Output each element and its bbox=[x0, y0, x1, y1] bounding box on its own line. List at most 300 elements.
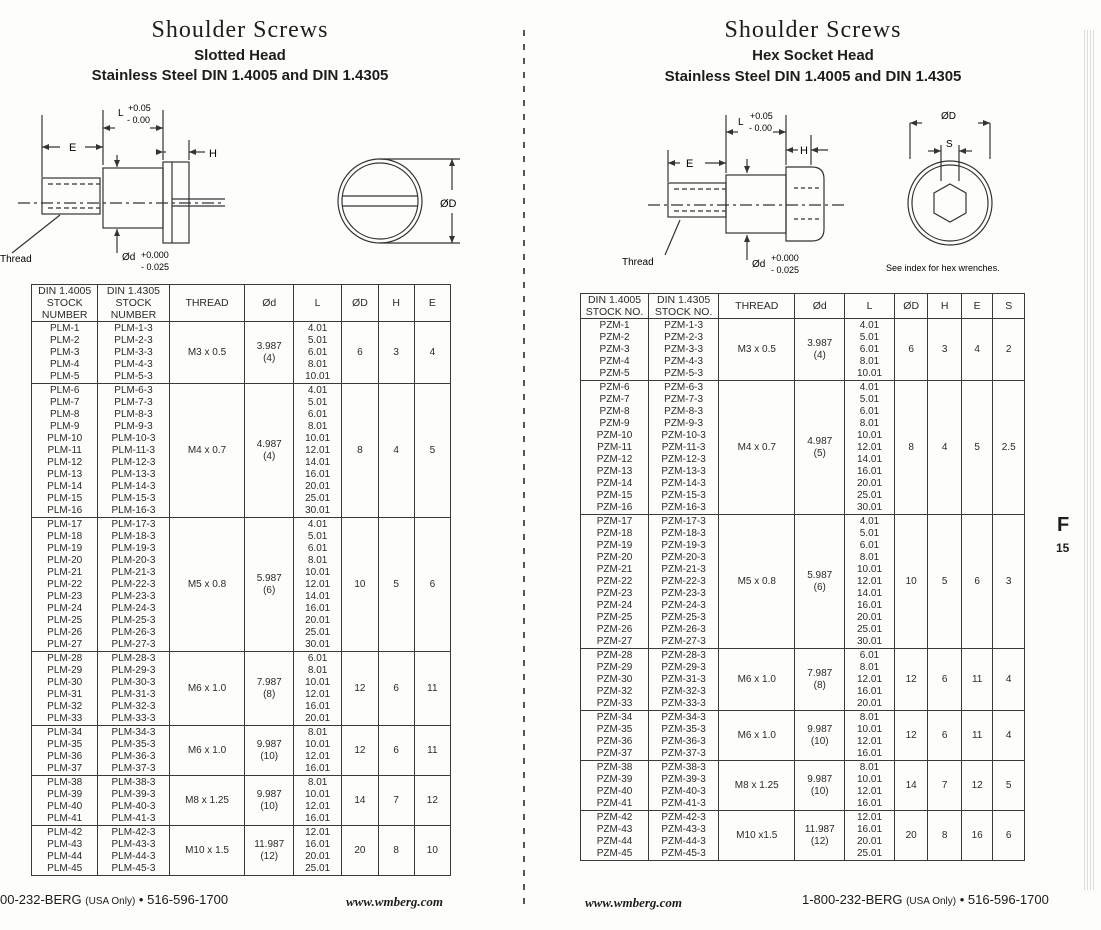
cell-a bbox=[32, 322, 98, 384]
list-item: PLM-20-3 bbox=[111, 555, 156, 566]
list-item: PLM-9 bbox=[49, 421, 80, 432]
cell-b bbox=[649, 811, 719, 861]
list-item: 12.01 bbox=[305, 827, 331, 838]
list-item: PLM-14 bbox=[47, 481, 83, 492]
list-item: 14.01 bbox=[857, 454, 883, 465]
list-item: 6.01 bbox=[859, 650, 880, 661]
list-item: PZM-2 bbox=[599, 332, 630, 343]
cell-b bbox=[98, 518, 169, 652]
list-item: PZM-22-3 bbox=[661, 576, 706, 587]
list-item: PLM-17 bbox=[47, 519, 83, 530]
list-item: PZM-11-3 bbox=[661, 442, 706, 453]
list-item: PZM-41-3 bbox=[661, 798, 706, 809]
cell-OD: 8 bbox=[894, 381, 928, 515]
cell-d-nominal: (5) bbox=[813, 447, 826, 459]
table-row bbox=[32, 518, 451, 652]
left-thread-label: Thread bbox=[0, 254, 32, 265]
list-item: 12.01 bbox=[305, 801, 331, 812]
cell-d-nominal: (10) bbox=[810, 785, 829, 797]
list-item: PLM-26 bbox=[47, 627, 83, 638]
right-dim-d: Ød bbox=[752, 259, 766, 270]
cell-E: 11 bbox=[414, 726, 450, 776]
list-item: PLM-11-3 bbox=[111, 445, 156, 456]
list-item: 16.01 bbox=[305, 469, 331, 480]
list-item: PLM-42 bbox=[47, 827, 83, 838]
cell-OD: 12 bbox=[342, 726, 378, 776]
cell-d-nominal: (12) bbox=[810, 835, 829, 847]
right-tol-l-plus: +0.05 bbox=[750, 111, 773, 121]
list-item: PZM-43-3 bbox=[661, 824, 706, 835]
list-item: PLM-40-3 bbox=[111, 801, 156, 812]
list-item: PLM-15 bbox=[47, 493, 83, 504]
table-row bbox=[32, 322, 451, 384]
list-item: 20.01 bbox=[857, 698, 883, 709]
left-col-e: E bbox=[414, 285, 450, 322]
cell-L bbox=[845, 811, 895, 861]
right-spec-table bbox=[580, 293, 1025, 861]
left-col-l: L bbox=[293, 285, 341, 322]
table-row bbox=[581, 761, 1025, 811]
left-col-d: Ød bbox=[245, 285, 293, 322]
list-item: PLM-24-3 bbox=[111, 603, 156, 614]
cell-d bbox=[795, 649, 845, 711]
left-footer-phone2: • 516-596-1700 bbox=[138, 892, 229, 907]
cell-d bbox=[245, 384, 293, 518]
list-item: 12.01 bbox=[857, 674, 883, 685]
list-item: 6.01 bbox=[307, 543, 328, 554]
list-item: PZM-2-3 bbox=[664, 332, 704, 343]
cell-d-value: 9.987 bbox=[256, 738, 282, 750]
cell-d-value: 4.987 bbox=[256, 438, 282, 450]
list-item: 6.01 bbox=[307, 347, 328, 358]
left-footer-web: www.wmberg.com bbox=[346, 894, 444, 909]
list-item: PLM-34-3 bbox=[111, 727, 156, 738]
list-item: 16.01 bbox=[305, 763, 331, 774]
cell-OD: 14 bbox=[894, 761, 928, 811]
right-dim-od: ØD bbox=[941, 111, 956, 122]
list-item: PLM-41 bbox=[47, 813, 83, 824]
right-dim-h: H bbox=[800, 145, 808, 157]
list-item: 5.01 bbox=[859, 528, 880, 539]
list-item: PLM-42-3 bbox=[111, 827, 156, 838]
list-item: PLM-33 bbox=[47, 713, 83, 724]
cell-L bbox=[845, 711, 895, 761]
list-item: 10.01 bbox=[305, 433, 331, 444]
list-item: PLM-21-3 bbox=[111, 567, 156, 578]
list-item: PZM-12-3 bbox=[661, 454, 706, 465]
list-item: 16.01 bbox=[857, 824, 883, 835]
cell-b bbox=[98, 652, 169, 726]
cell-L bbox=[293, 384, 341, 518]
cell-b bbox=[98, 826, 169, 876]
list-item: PZM-45 bbox=[596, 848, 633, 859]
left-footer-phone bbox=[0, 892, 228, 907]
list-item: 20.01 bbox=[857, 836, 883, 847]
list-item: 4.01 bbox=[307, 385, 328, 396]
list-item: 25.01 bbox=[857, 848, 883, 859]
list-item: PLM-45 bbox=[47, 863, 83, 874]
cell-L bbox=[293, 322, 341, 384]
list-item: 10.01 bbox=[857, 564, 883, 575]
list-item: PLM-44-3 bbox=[111, 851, 156, 862]
cell-E: 10 bbox=[414, 826, 450, 876]
list-item: PZM-21-3 bbox=[661, 564, 706, 575]
list-item: PZM-35-3 bbox=[661, 724, 706, 735]
list-item: PZM-28 bbox=[596, 650, 633, 661]
right-col-od: ØD bbox=[894, 294, 928, 319]
cell-thread: M6 x 1.0 bbox=[719, 711, 795, 761]
list-item: PLM-22-3 bbox=[111, 579, 156, 590]
binder-edge bbox=[1084, 30, 1094, 890]
cell-b bbox=[98, 776, 169, 826]
right-series-title: Shoulder Screws bbox=[724, 17, 902, 43]
list-item: 4.01 bbox=[307, 323, 328, 334]
right-thread-label: Thread bbox=[622, 257, 654, 268]
list-item: PLM-6 bbox=[49, 385, 80, 396]
list-item: PZM-42 bbox=[596, 812, 633, 823]
list-item: 8.01 bbox=[859, 762, 880, 773]
cell-b bbox=[98, 726, 169, 776]
cell-d-nominal: (8) bbox=[263, 688, 276, 700]
list-item: PZM-3-3 bbox=[664, 344, 704, 355]
list-item: PLM-28 bbox=[47, 653, 83, 664]
list-item: 6.01 bbox=[859, 406, 880, 417]
right-col-din4005: DIN 1.4005 STOCK NO. bbox=[581, 294, 649, 319]
list-item: 10.01 bbox=[857, 368, 883, 379]
list-item: PZM-4-3 bbox=[664, 356, 704, 367]
list-item: 25.01 bbox=[305, 493, 331, 504]
list-item: PZM-43 bbox=[596, 824, 633, 835]
list-item: PLM-17-3 bbox=[111, 519, 156, 530]
cell-L bbox=[845, 761, 895, 811]
list-item: PZM-37 bbox=[596, 748, 633, 759]
cell-thread: M4 x 0.7 bbox=[719, 381, 795, 515]
cell-S: 6 bbox=[993, 811, 1025, 861]
left-page bbox=[0, 0, 520, 930]
list-item: PZM-27-3 bbox=[661, 636, 706, 647]
list-item: PLM-27-3 bbox=[111, 639, 156, 650]
cell-OD: 12 bbox=[342, 652, 378, 726]
binding-gutter bbox=[523, 30, 525, 910]
list-item: PLM-33-3 bbox=[111, 713, 156, 724]
list-item: PZM-36 bbox=[596, 736, 633, 747]
list-item: PZM-20-3 bbox=[661, 552, 706, 563]
list-item: PZM-13-3 bbox=[661, 466, 706, 477]
list-item: 16.01 bbox=[305, 603, 331, 614]
cell-b bbox=[649, 319, 719, 381]
list-item: PZM-28-3 bbox=[661, 650, 706, 661]
list-item: 5.01 bbox=[307, 531, 328, 542]
right-col-din4305: DIN 1.4305 STOCK NO. bbox=[649, 294, 719, 319]
list-item: 6.01 bbox=[859, 540, 880, 551]
table-row bbox=[32, 726, 451, 776]
list-item: PLM-13 bbox=[47, 469, 83, 480]
list-item: PLM-19 bbox=[47, 543, 83, 554]
cell-L bbox=[845, 649, 895, 711]
list-item: PLM-8-3 bbox=[114, 409, 153, 420]
cell-d-value: 3.987 bbox=[256, 340, 282, 352]
cell-a bbox=[581, 381, 649, 515]
list-item: PZM-37-3 bbox=[661, 748, 706, 759]
cell-a bbox=[32, 518, 98, 652]
list-item: 20.01 bbox=[857, 612, 883, 623]
list-item: PZM-6 bbox=[599, 382, 630, 393]
list-item: 25.01 bbox=[857, 624, 883, 635]
list-item: PLM-23-3 bbox=[111, 591, 156, 602]
cell-d-nominal: (10) bbox=[260, 800, 279, 812]
list-item: 10.01 bbox=[305, 567, 331, 578]
list-item: PLM-9-3 bbox=[114, 421, 153, 432]
cell-b bbox=[649, 649, 719, 711]
list-item: PZM-40 bbox=[596, 786, 633, 797]
list-item: 6.01 bbox=[859, 344, 880, 355]
list-item: PLM-23 bbox=[47, 591, 83, 602]
cell-a bbox=[32, 776, 98, 826]
list-item: PLM-26-3 bbox=[111, 627, 156, 638]
list-item: PLM-14-3 bbox=[111, 481, 156, 492]
table-row bbox=[581, 381, 1025, 515]
cell-H: 3 bbox=[378, 322, 414, 384]
cell-a bbox=[581, 761, 649, 811]
cell-d-value: 3.987 bbox=[807, 337, 833, 349]
list-item: PZM-5-3 bbox=[664, 368, 704, 379]
list-item: PZM-10 bbox=[596, 430, 633, 441]
cell-d bbox=[795, 761, 845, 811]
list-item: PZM-38-3 bbox=[661, 762, 706, 773]
right-tol-d-minus: - 0.025 bbox=[771, 265, 800, 275]
list-item: PLM-12 bbox=[47, 457, 83, 468]
cell-E: 11 bbox=[414, 652, 450, 726]
cell-d bbox=[245, 652, 293, 726]
cell-a bbox=[581, 811, 649, 861]
list-item: 30.01 bbox=[857, 636, 883, 647]
list-item: PZM-32-3 bbox=[661, 686, 706, 697]
cell-a bbox=[32, 826, 98, 876]
list-item: PZM-9-3 bbox=[664, 418, 704, 429]
list-item: PZM-29 bbox=[596, 662, 633, 673]
right-footer-web: www.wmberg.com bbox=[585, 895, 683, 910]
list-item: PZM-20 bbox=[596, 552, 633, 563]
left-footer-phone-number: 00-232-BERG bbox=[0, 892, 82, 907]
section-tab-letter: F bbox=[1057, 514, 1070, 536]
left-col-od: ØD bbox=[342, 285, 378, 322]
list-item: 30.01 bbox=[305, 505, 331, 516]
cell-d-nominal: (10) bbox=[260, 750, 279, 762]
cell-a bbox=[581, 649, 649, 711]
cell-a bbox=[32, 726, 98, 776]
right-page bbox=[540, 0, 1060, 930]
cell-E: 12 bbox=[961, 761, 992, 811]
list-item: PZM-30 bbox=[596, 674, 633, 685]
cell-H: 7 bbox=[928, 761, 962, 811]
cell-d-value: 4.987 bbox=[807, 435, 833, 447]
cell-L bbox=[293, 652, 341, 726]
list-item: PZM-16 bbox=[596, 502, 633, 513]
cell-E: 11 bbox=[961, 649, 992, 711]
list-item: PLM-37 bbox=[47, 763, 83, 774]
list-item: PZM-21 bbox=[596, 564, 633, 575]
table-row bbox=[581, 711, 1025, 761]
list-item: PLM-41-3 bbox=[111, 813, 156, 824]
list-item: PLM-34 bbox=[47, 727, 83, 738]
left-material: Stainless Steel DIN 1.4005 and DIN 1.4305 bbox=[91, 67, 389, 84]
cell-d bbox=[795, 811, 845, 861]
list-item: 12.01 bbox=[305, 579, 331, 590]
list-item: PZM-33 bbox=[596, 698, 633, 709]
cell-b bbox=[649, 761, 719, 811]
cell-H: 6 bbox=[378, 652, 414, 726]
list-item: PLM-30-3 bbox=[111, 677, 156, 688]
list-item: PLM-12-3 bbox=[111, 457, 156, 468]
list-item: PLM-21 bbox=[47, 567, 83, 578]
right-col-s: S bbox=[993, 294, 1025, 319]
list-item: 20.01 bbox=[305, 713, 331, 724]
cell-d bbox=[795, 381, 845, 515]
list-item: PLM-36 bbox=[47, 751, 83, 762]
list-item: PLM-10 bbox=[47, 433, 83, 444]
right-hex-wrench-note: See index for hex wrenches. bbox=[886, 263, 1000, 273]
right-footer-phone bbox=[802, 892, 1049, 907]
cell-L bbox=[845, 515, 895, 649]
right-tol-l-minus: - 0.00 bbox=[749, 123, 773, 133]
cell-L bbox=[293, 776, 341, 826]
table-row bbox=[581, 649, 1025, 711]
cell-b bbox=[649, 381, 719, 515]
list-item: PLM-39 bbox=[47, 789, 83, 800]
list-item: PZM-18-3 bbox=[661, 528, 706, 539]
cell-H: 6 bbox=[378, 726, 414, 776]
list-item: PLM-16 bbox=[47, 505, 83, 516]
list-item: 8.01 bbox=[307, 665, 328, 676]
list-item: PZM-17-3 bbox=[661, 516, 706, 527]
cell-d bbox=[795, 711, 845, 761]
cell-H: 5 bbox=[378, 518, 414, 652]
list-item: PZM-39-3 bbox=[661, 774, 706, 785]
list-item: 5.01 bbox=[307, 335, 328, 346]
list-item: PLM-19-3 bbox=[111, 543, 156, 554]
list-item: PZM-15 bbox=[596, 490, 633, 501]
list-item: PZM-26 bbox=[596, 624, 633, 635]
list-item: 10.01 bbox=[305, 677, 331, 688]
list-item: 4.01 bbox=[859, 320, 880, 331]
cell-L bbox=[293, 726, 341, 776]
list-item: PLM-37-3 bbox=[111, 763, 156, 774]
list-item: PLM-6-3 bbox=[114, 385, 153, 396]
list-item: 12.01 bbox=[857, 812, 883, 823]
list-item: PLM-43 bbox=[47, 839, 83, 850]
list-item: 12.01 bbox=[857, 786, 883, 797]
cell-E: 4 bbox=[414, 322, 450, 384]
cell-d-nominal: (4) bbox=[813, 349, 826, 361]
cell-OD: 20 bbox=[342, 826, 378, 876]
cell-E: 5 bbox=[414, 384, 450, 518]
cell-thread: M8 x 1.25 bbox=[719, 761, 795, 811]
list-item: PZM-9 bbox=[599, 418, 630, 429]
list-item: PLM-18 bbox=[47, 531, 83, 542]
left-dim-h: H bbox=[209, 148, 217, 160]
cell-d-value: 11.987 bbox=[804, 823, 835, 835]
cell-d-value: 9.987 bbox=[807, 773, 833, 785]
list-item: PLM-18-3 bbox=[111, 531, 156, 542]
list-item: PLM-2-3 bbox=[114, 335, 153, 346]
list-item: 10.01 bbox=[857, 774, 883, 785]
list-item: 4.01 bbox=[307, 519, 328, 530]
cell-thread: M5 x 0.8 bbox=[169, 518, 245, 652]
list-item: PZM-3 bbox=[599, 344, 630, 355]
list-item: PZM-12 bbox=[596, 454, 633, 465]
list-item: PZM-31-3 bbox=[661, 674, 706, 685]
cell-E: 11 bbox=[961, 711, 992, 761]
cell-OD: 8 bbox=[342, 384, 378, 518]
cell-OD: 6 bbox=[894, 319, 928, 381]
cell-thread: M6 x 1.0 bbox=[719, 649, 795, 711]
right-tol-d-plus: +0.000 bbox=[771, 253, 799, 263]
left-spec-table bbox=[31, 284, 451, 876]
cell-H: 6 bbox=[928, 649, 962, 711]
list-item: 10.01 bbox=[305, 371, 331, 382]
cell-OD: 20 bbox=[894, 811, 928, 861]
list-item: 12.01 bbox=[857, 736, 883, 747]
cell-d-nominal: (4) bbox=[263, 352, 276, 364]
right-footer-phone2: • 516-596-1700 bbox=[959, 892, 1049, 907]
list-item: 10.01 bbox=[857, 724, 883, 735]
list-item: PLM-10-3 bbox=[111, 433, 156, 444]
cell-L bbox=[293, 518, 341, 652]
right-dim-s: S bbox=[946, 139, 953, 150]
list-item: PZM-19 bbox=[596, 540, 633, 551]
table-row bbox=[32, 384, 451, 518]
cell-thread: M6 x 1.0 bbox=[169, 726, 245, 776]
left-col-din4305: DIN 1.4305 STOCK NUMBER bbox=[98, 285, 169, 322]
list-item: PZM-6-3 bbox=[664, 382, 704, 393]
left-dim-d: Ød bbox=[122, 252, 136, 263]
list-item: PZM-11 bbox=[597, 442, 632, 453]
list-item: 4.01 bbox=[859, 516, 880, 527]
cell-E: 6 bbox=[961, 515, 992, 649]
cell-d bbox=[245, 518, 293, 652]
list-item: PLM-38 bbox=[47, 777, 83, 788]
list-item: PLM-4-3 bbox=[114, 359, 153, 370]
right-dim-l: L bbox=[738, 117, 744, 128]
cell-thread: M3 x 0.5 bbox=[169, 322, 245, 384]
list-item: 20.01 bbox=[305, 615, 331, 626]
list-item: PLM-4 bbox=[49, 359, 80, 370]
list-item: PLM-45-3 bbox=[111, 863, 156, 874]
cell-d-value: 5.987 bbox=[807, 569, 833, 581]
list-item: 8.01 bbox=[307, 727, 328, 738]
list-item: PLM-16-3 bbox=[111, 505, 156, 516]
cell-d-value: 11.987 bbox=[254, 838, 285, 850]
list-item: 30.01 bbox=[305, 639, 331, 650]
cell-d-value: 7.987 bbox=[256, 676, 282, 688]
cell-thread: M6 x 1.0 bbox=[169, 652, 245, 726]
list-item: PZM-5 bbox=[599, 368, 630, 379]
list-item: PZM-36-3 bbox=[661, 736, 706, 747]
list-item: PZM-33-3 bbox=[661, 698, 706, 709]
list-item: PLM-22 bbox=[47, 579, 83, 590]
cell-OD: 10 bbox=[894, 515, 928, 649]
list-item: PLM-3 bbox=[49, 347, 80, 358]
right-footer-phone-number: 1-800-232-BERG bbox=[802, 892, 903, 907]
cell-d-value: 9.987 bbox=[807, 723, 833, 735]
list-item: PZM-1 bbox=[599, 320, 630, 331]
list-item: 25.01 bbox=[305, 863, 331, 874]
list-item: PLM-25-3 bbox=[111, 615, 156, 626]
list-item: 10.01 bbox=[305, 789, 331, 800]
cell-H: 5 bbox=[928, 515, 962, 649]
list-item: PLM-27 bbox=[47, 639, 83, 650]
left-table-body bbox=[32, 322, 451, 876]
